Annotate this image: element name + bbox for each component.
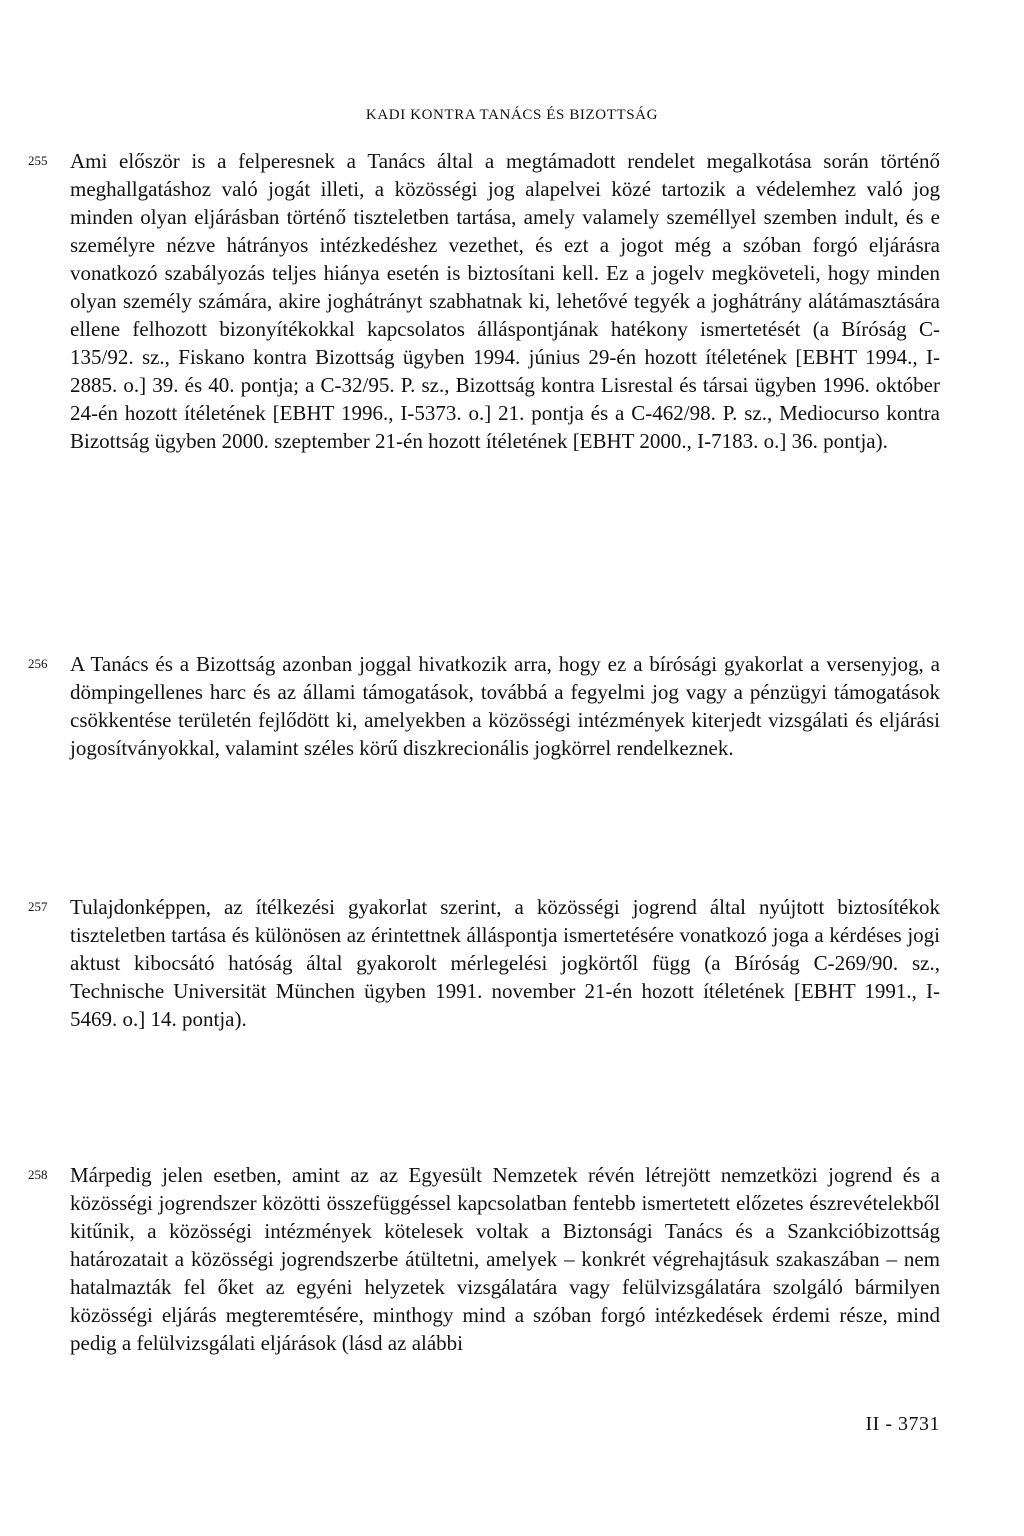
paragraph-number: 256 bbox=[28, 656, 48, 671]
running-header: KADI KONTRA TANÁCS ÉS BIZOTTSÁG bbox=[365, 107, 659, 123]
paragraph-text: Tulajdonképpen, az ítélkezési gyakorlat szerint, a közösségi jogrend által nyújtott biztosítékok tiszteletben tartása és különösen az érintettnek álláspontja ismertetésére vonatkozó joga a kérdéses jogi aktust kibocsátó hatóság által gyakorolt mérlegelési jogkörtől függ (a Bíróság C-269/90. sz., Technische Universität München ügyben 1991. november 21-én hozott ítéletének [EBHT 1991., I-5469. o.] 14. pontja). bbox=[70, 895, 940, 1031]
paragraph-text: Ami először is a felperesnek a Tanács által a megtámadott rendelet megalkotása során történő meghallgatáshoz való jogát illeti, a közösségi jog alapelvei közé tartozik a védelemhez való jog minden olyan eljárásban történő tiszteletben tartása, amely valamely személlyel szemben indult, és e személyre nézve hátrányos intézkedéshez vezethet, és ezt a jogot még a szóban forgó eljárásra vonatkozó szabályozás teljes hiánya esetén is biztosítani kell. Ez a jogelv megköveteli, hogy minden olyan személy számára, akire joghátrányt szabhatnak ki, lehetővé tegyék a joghátrány alátámasztására ellene felhozott bizonyítékokkal kapcsolatos álláspontjának hatékony ismertetését (a Bíróság C-135/92. sz., Fiskano kontra Bizottság ügyben 1994. június 29-én hozott ítéletének [EBHT 1994., I-2885. o.] 39. és 40. pontja; a C-32/95. P. sz., Bizottság kontra Lisrestal és társai ügyben 1996. október 24-én hozott ítéletének [EBHT 1996., I-5373. o.] 21. pontja és a C-462/98. P. sz., Mediocurso kontra Bizottság ügyben 2000. szeptember 21-én hozott ítéletének [EBHT 2000., I-7183. o.] 36. pontja). bbox=[70, 149, 940, 453]
paragraph-number: 255 bbox=[28, 153, 48, 168]
paragraph-text: A Tanács és a Bizottság azonban joggal hivatkozik arra, hogy ez a bírósági gyakorlat a versenyjog, a dömpingellenes harc és az állami támogatások, továbbá a fegyelmi jog vagy a pénzügyi támogatások csökkentése területén fejlődött ki, amelyekben a közösségi intézmények kiterjedt vizsgálati és eljárási jogosítványokkal, valamint széles körű diszkrecionális jogkörrel rendelkeznek. bbox=[70, 652, 940, 760]
paragraph-text: Márpedig jelen esetben, amint az az Egyesült Nemzetek révén létrejött nemzetközi jogrend és a közösségi jogrendszer közötti összefüggéssel kapcsolatban fentebb ismertetett előzetes észrevételekből kitűnik, a közösségi intézmények kötelesek voltak a Biztonsági Tanács és a Szankcióbizottság határozatait a közösségi jogrendszerbe átültetni, amelyek – konkrét végrehajtásuk szakaszában – nem hatalmazták fel őket az egyéni helyzetek vizsgálatára vagy felülvizsgálatára szolgáló bármilyen közösségi eljárás megteremtésére, minthogy mind a szóban forgó intézkedések érdemi része, mind pedig a felülvizsgálati eljárások (lásd az alábbi bbox=[70, 1163, 940, 1355]
page-number: II - 3731 bbox=[865, 1413, 940, 1435]
paragraph-number: 258 bbox=[28, 1167, 48, 1182]
paragraph-number: 257 bbox=[28, 899, 48, 914]
